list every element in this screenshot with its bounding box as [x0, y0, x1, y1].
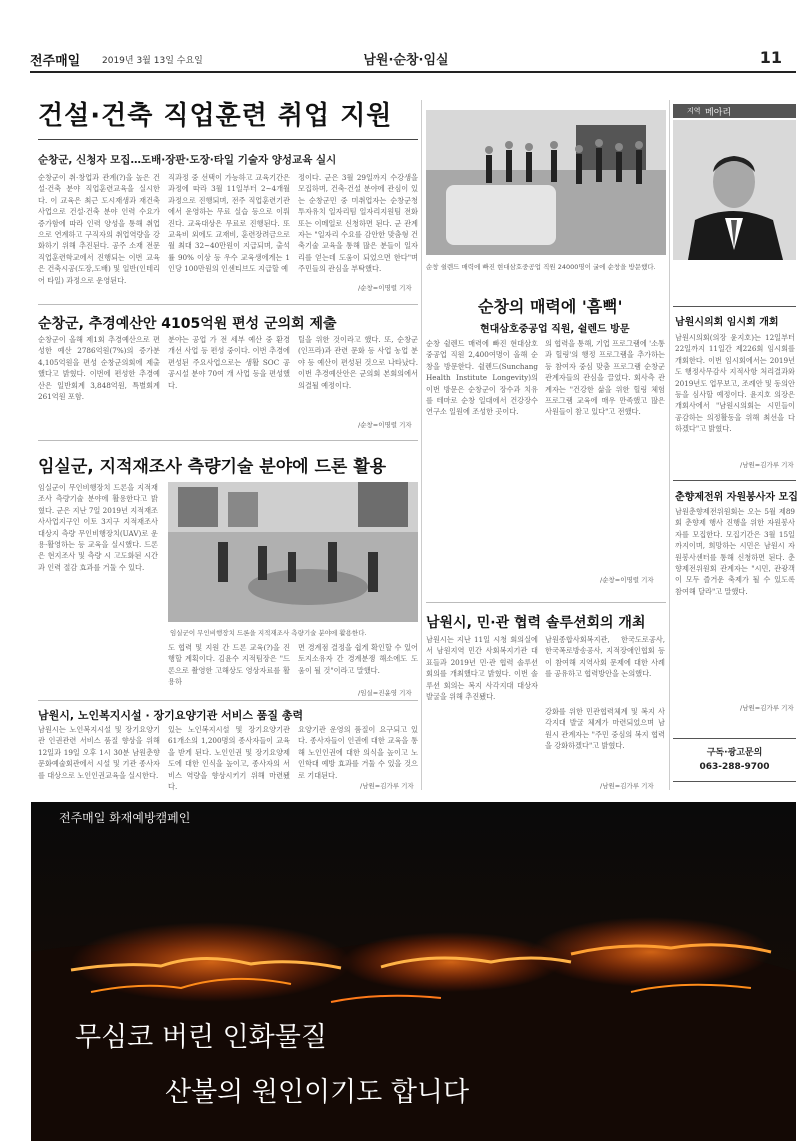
article-1-col-1: 순창군이 취·창업과 관계(?)을 높은 건설·건축 분야 직업훈련교육을 실시한다. 이 교육은 최근 도시재생과 재건축 사업으로 건설·건축 분야 인력 수요가 증가함에 따라 인력 양성을 통해 취업으로 연계하고 구직자의 취업역량을 강화하기 위해 추진된다. 공주 소재 전문직업훈련학교에서 진행되는 이번 교육은 건축시공(도장,도배) 및 일반(인테리어 타일) 과정으로 운영된다. — [38, 173, 160, 285]
article-6-col-2: 남원종합사회복지관, 한국도로공사, 한국폭로방송공사, 지적장애인협회 등이 참여해 지역사회 문제에 대한 사례를 공유하고 협력방안을 논의했다. — [545, 635, 665, 679]
contact-box — [673, 738, 796, 782]
fire-prevention-ad[interactable] — [31, 802, 796, 1141]
article-5-col-1: 남원시는 노인복지시설 및 장기요양기관 인권관련 서비스 품질 향상을 위해 12일과 19일 오후 1시 30분 남원춘향문화예술회관에서 시설 및 기관 종사자를 대상으로 노인인권교육을 실시한다. — [38, 725, 160, 780]
article-3-col-3: 틸을 위한 것이라고 했다. 또, 순창군(인프라)과 관련 문화 등 사업 농업 분야 등 예산이 편성된 것으로 나타났다. 이번 추경예산안은 군의회 본회의에서 의결될 예정이다. — [298, 335, 418, 390]
byline-2: /순창=이명렬 기자 — [600, 576, 654, 584]
ad-header: 전주매일 화재예방캠페인 — [59, 811, 191, 825]
article-4-col-3: 면 경계점 결정을 쉽게 확인할 수 있어 토지소유자 간 경계분쟁 해소에도 도움이 될 것"이라고 말했다. — [298, 643, 418, 675]
byline-3: /순창=이명렬 기자 — [358, 421, 412, 429]
article-1-col-3: 정이다. 군은 3월 29일까지 수강생을 모집하며, 건축·건설 분야에 관심이 있는 순창군민 중 미취업자는 순창군청 투자유치 일자리팀 일자리지원팀 전화 또는 이메일로 신청하면 된다. 군 관계자는 "일자리 수요를 감안한 맞춤형 건축기술 교육을 통해 많은 분들이 일자리를 얻는데 도움이 되었으면 한다"며 주민들의 관심을 부탁했다. — [298, 173, 418, 274]
byline-1: /순창=이명렬 기자 — [358, 284, 412, 292]
sidebar-news-1-title[interactable]: 남원시의회 임시회 개회 — [675, 317, 779, 328]
ad-line-2: 산불의 원인이기도 합니다 — [165, 1077, 470, 1108]
article-5-col-2: 있는 노인복지시설 및 장기요양기관 61개소의 1,200명의 종사자들이 교육을 받게 된다. 노인인권 및 장기요양제도에 대한 인식을 높이고, 종사자의 서비스 역량을 향상시키기 위해 마련됐다. — [168, 725, 290, 792]
article-3-col-1: 순창군이 올해 제1회 추경예산으로 편성한 예산 2786억원(7%)의 증가분 4,105억원을 편성 순창군의회에 제출했다고 밝혔다. 이번에 편성한 추경예산은 일반회계 3,848억원, 특별회계 261억원 포함. — [38, 335, 160, 402]
column-tag-label: 지역 — [687, 107, 701, 115]
article-5-col-3: 요양기관 운영의 품질이 요구되고 있다. 종사자들이 인권에 대한 교육을 통해 노인인권에 대한 의식을 높이고 노인학대 예방 효과를 거둘 수 있을 것으로 기대된다. — [298, 725, 418, 780]
photo-drone-training — [168, 482, 418, 622]
ad-line-1: 무심코 버린 인화물질 — [75, 1022, 327, 1053]
header-rule — [30, 71, 796, 73]
headline-3[interactable]: 순창군, 추경예산안 4105억원 편성 군의회 제출 — [38, 316, 337, 332]
article-4-col-1: 임실군이 무인비행장치 드론을 지적재조사 측량기술 분야에 활용한다고 밝혔다. 군은 지난 7일 2019년 지적재조사사업지구인 이토 3지구 지적재조사 대상지 측량 무인비행장치(UAV)로 운용·활영하는 등 교육을 실시했다. 드론은 현지조사 및 측량 시 고도화된 시간과 인력 절감 효과를 거둘 수 있다. — [38, 483, 158, 572]
headline-4[interactable]: 임실군, 지적재조사 측량기술 분야에 드론 활용 — [38, 457, 387, 477]
article-2-col-1: 순창 쉴렌드 매력에 빠진 현대삼호중공업 직원 2,400여명이 올해 순창을 방문한다. 쉴렌드(Sunchang Health Institute Longevity)의 이번 방문은 순창군이 장수과 치유를 테마로 순창 일대에서 건강장수연구소 일원에 조성한 곳이다. — [426, 339, 538, 417]
sidebar-news-2-title[interactable]: 춘향제전위 자원봉사자 모집 — [675, 492, 798, 503]
sidebar-news-1-body: 남원시의회(의장 윤지호)는 12일부터 22일까지 11일간 제226회 임시회를 개회한다. 이번 임시회에서는 2019년도 행정사무감사 지적사항 처리결과와 2019년도 업무보고, 조례안 및 동의안 등을 심사할 예정이다. 윤지호 의장은 개회사에서 "남원시의회는 시민들이 공감하는 의정활동을 위해 최선을 다하겠다"고 밝혔다. — [675, 333, 795, 434]
headline-6[interactable]: 남원시, 민·관 협력 솔루션회의 개최 — [426, 615, 646, 631]
article-3-col-2: 분야는 공업 가 전 세부 예산 중 환경 개선 사업 등 편성 중이다. 이번 추경에 편성된 주요사업으로는 생활 SOC 공공시설 분야 70여 개 사업 등을 편성했다. — [168, 335, 290, 390]
page-number: 11 — [759, 48, 782, 67]
contact-label: 구독·광고문의 — [706, 748, 763, 758]
photo-1-caption: 순창 쉴렌드 매력에 빠진 현대삼호중공업 직원 24000명이 굴에 순창을 방문했다. — [426, 263, 656, 271]
article-4-col-2: 도 협력 및 지원 간 드론 교육(?)을 진행할 계획이다. 김윤수 지적팀장은 "드론으로 촬영한 고해상도 영상자료를 활용하 — [168, 643, 290, 687]
portrait-photo — [673, 120, 796, 260]
column-tag-name: 메아리 — [705, 108, 732, 118]
sidebar-news-2-body: 남원춘향제전위원회는 오는 5월 제89회 춘향제 행사 진행을 위한 자원봉사자를 모집한다. 모집기간은 3월 15일까지이며, 희망하는 시민은 남원시 자원봉사센터를 통해 신청하면 된다. 춘향제전위원회 관계자는 "시민, 관광객이 모두 즐거운 축제가 될 수 있도록 참여해 달라"고 말했다. — [675, 507, 795, 596]
article-2-col-2: 의 협력을 통해, 기업 프로그램에 '소통과 힐링'의 행정 프로그램을 추가하는 등 참여자 중심 맞춤 프로그램 순창군 관계자들의 관심을 끌었다. 회사측 관계자는 "건강한 삶을 위한 힐링 체험 프로그램 교육에 매우 만족했고 많은 사원들이 참고 있다"고 전했다. — [545, 339, 665, 417]
byline-6: /남원=김가루 기자 — [600, 782, 654, 790]
sidebar-byline-2: /남원=김가루 기자 — [740, 704, 794, 712]
article-1-col-2: 직과정 중 선택이 가능하고 교육기간은 과정에 따라 3월 11일부터 2~4개월 과정으로 진행되며, 전주 직업훈련기관에서 운영하는 무료 실습 등으로 이뤄진다. 교육대상은 무료로 진행된다. 또 교육비 외에도 교재비, 훈련장려금으로 월 최대 32~40만원이 지급되며, 출석률 90% 이상 등 우수 교육생에게는 1인당 100만원의 인센티브도 지급할 예 — [168, 173, 290, 274]
column-tag-bar — [673, 104, 796, 118]
photo-2-caption: 임실군이 무인비행장치 드론을 지적재조사 측량기술 분야에 활용한다. — [170, 629, 367, 637]
issue-date: 2019년 3월 13일 수요일 — [102, 56, 203, 66]
byline-4: /임실=진윤영 기자 — [358, 689, 412, 697]
article-6-col-1: 남원시는 지난 11일 시청 회의실에서 남원지역 민간 사회복지기관 대표들과 2019년 민·관 협력 솔루션회의를 개최했다고 밝혔다. 이번 솔루션 회의는 복지 사각지대 대상자 발굴을 위해 추진됐다. — [426, 635, 538, 702]
byline-5: /남원=김가루 기자 — [360, 782, 414, 790]
article-6-col-3: 강화를 위한 민관협력체계 및 복지 사각지대 발굴 체계가 마련되었으며 남원시 관계자는 "주민 중심의 복지 협력을 강화하겠다"고 밝혔다. — [545, 707, 665, 751]
subheadline-1: 순창군, 신청자 모집…도배·장판·도장·타일 기술자 양성교육 실시 — [38, 154, 337, 166]
contact-phone[interactable]: 063-288-9700 — [699, 762, 770, 772]
headline-5[interactable]: 남원시, 노인복지시설 · 장기요양기관 서비스 품질 총력 — [38, 709, 304, 722]
headline-2[interactable]: 순창의 매력에 '흠뻑' — [478, 297, 623, 316]
paper-name: 전주매일 — [30, 54, 81, 69]
headline-1[interactable]: 건설·건축 직업훈련 취업 지원 — [38, 101, 393, 131]
page-header — [30, 48, 782, 70]
photo-shoes-factory — [426, 110, 666, 255]
sidebar-byline-1: /남원=김가루 기자 — [740, 461, 794, 469]
section-title: 남원·순창·임실 — [363, 53, 449, 68]
subheadline-2: 현대삼호중공업 직원, 쉴렌드 방문 — [480, 324, 630, 335]
